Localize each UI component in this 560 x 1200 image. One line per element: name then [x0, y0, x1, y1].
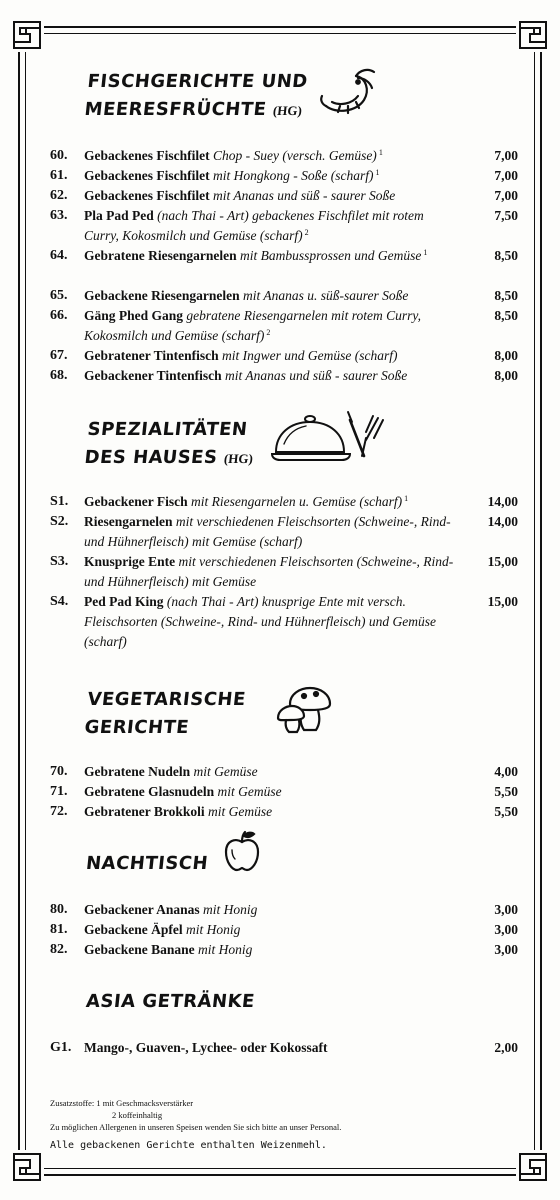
item-description: mit Gemüse [208, 804, 273, 819]
item-number: 71. [50, 784, 68, 799]
item-number: 65. [50, 288, 68, 303]
menu-item-s3 [50, 552, 518, 592]
item-description: mit Honig [186, 922, 241, 937]
menu-item-66 [50, 306, 518, 346]
item-number: S2. [50, 514, 69, 529]
item-number: 81. [50, 922, 68, 937]
item-name: Ped Pad King [84, 594, 164, 609]
item-description: mit Hongkong - Soße (scharf) [212, 168, 374, 183]
item-price: 8,50 [494, 288, 518, 303]
item-number: S1. [50, 494, 69, 509]
item-description: mit verschiedenen Fleischsorten (Schweine-, Rind- und Hühnerfleisch) mit Gemüse [84, 554, 454, 589]
footnotes [50, 1097, 341, 1133]
section-title-line: NACHTISCH [84, 853, 210, 874]
menu-item-s1 [50, 492, 518, 512]
section-tag: (HG) [272, 103, 303, 118]
item-price: 8,50 [494, 308, 518, 323]
section-title-asia-getraenke [85, 988, 257, 1016]
item-number: 67. [50, 348, 68, 363]
menu-item-67 [50, 346, 518, 366]
menu-item-60 [50, 146, 518, 166]
item-price: 7,50 [494, 208, 518, 223]
menu-item-s2 [50, 512, 518, 552]
item-price: 14,00 [487, 494, 518, 509]
section-title-fischgerichte [83, 68, 309, 125]
item-price: 15,00 [487, 554, 518, 569]
item-footnote-marker: 2 [304, 227, 309, 237]
item-name: Gebackenes Fischfilet [84, 188, 210, 203]
item-name: Gebackene Äpfel [84, 922, 183, 937]
item-name: Gebackener Fisch [84, 494, 188, 509]
corner-ornament-icon [516, 18, 550, 52]
item-number: 64. [50, 248, 68, 263]
item-price: 2,00 [494, 1040, 518, 1055]
item-footnote-marker: 1 [404, 493, 409, 503]
item-name: Gebackene Riesengarnelen [84, 288, 240, 303]
footnote-allergens: Zu möglichen Allergenen in unseren Speisen wenden Sie sich bitte an unser Personal. [50, 1122, 342, 1132]
item-price: 3,00 [494, 942, 518, 957]
item-price: 5,50 [494, 804, 518, 819]
menu-item-81 [50, 920, 518, 940]
menu-item-61 [50, 166, 518, 186]
item-description: mit Ananas und süß - saurer Soße [212, 188, 396, 203]
item-footnote-marker: 1 [375, 167, 380, 177]
item-description: mit Riesengarnelen u. Gemüse (scharf) [191, 494, 403, 509]
item-price: 8,50 [494, 248, 518, 263]
section-title-line: DES HAUSES [83, 447, 219, 468]
item-name: Mango-, Guaven-, Lychee- oder Kokossaft [84, 1040, 328, 1055]
menu-item-s4 [50, 592, 518, 652]
item-name: Gebackener Tintenfisch [84, 368, 222, 383]
item-price: 14,00 [487, 514, 518, 529]
item-name: Gebackener Ananas [84, 902, 200, 917]
item-name: Gebackenes Fischfilet [84, 148, 210, 163]
item-description: mit Gemüse [217, 784, 282, 799]
section-title-line: GERICHTE [83, 717, 191, 738]
item-footnote-marker: 1 [423, 247, 428, 257]
item-number: 60. [50, 148, 68, 163]
item-footnote-marker: 2 [266, 327, 271, 337]
apple-icon [222, 828, 262, 878]
item-price: 8,00 [494, 368, 518, 383]
item-footnote-marker: 1 [378, 147, 383, 157]
item-number: 68. [50, 368, 68, 383]
item-name: Gebratene Riesengarnelen [84, 248, 237, 263]
item-name: Gebratene Nudeln [84, 764, 191, 779]
item-name: Gebratener Brokkoli [84, 804, 205, 819]
item-price: 4,00 [494, 764, 518, 779]
item-number: S3. [50, 554, 69, 569]
menu-item-64 [50, 246, 518, 266]
section-title-line: MEERESFRÜCHTE [83, 99, 268, 120]
item-name: Gebackenes Fischfilet [84, 168, 210, 183]
item-price: 7,00 [494, 148, 518, 163]
menu-item-82 [50, 940, 518, 960]
section-title-line: SPEZIALITÄTEN [86, 419, 249, 440]
item-description: mit Honig [203, 902, 258, 917]
item-name: Pla Pad Ped [84, 208, 154, 223]
section-title-line: ASIA GETRÄNKE [84, 991, 256, 1012]
item-number: 62. [50, 188, 68, 203]
footnote-wheat-flour: Alle gebackenen Gerichte enthalten Weizenmehl. [50, 1140, 327, 1151]
corner-ornament-icon [10, 1150, 44, 1184]
item-description: (nach Thai - Art) gebackenes Fischfilet mit rotem Curry, Kokosmilch und Gemüse (scharf) [84, 208, 424, 243]
section-title-line: FISCHGERICHTE UND [86, 71, 309, 92]
cloche-cutlery-icon [270, 408, 390, 474]
footnote-caffeine: 2 koffeinhaltig [112, 1110, 163, 1120]
item-number: 80. [50, 902, 68, 917]
shrimp-icon [318, 66, 380, 122]
item-price: 7,00 [494, 188, 518, 203]
section-title-spezialitaeten [83, 416, 257, 473]
item-price: 3,00 [494, 902, 518, 917]
item-description: mit verschiedenen Fleischsorten (Schweine-, Rind- und Hühnerfleisch) mit Gemüse (scharf) [84, 514, 451, 549]
item-price: 15,00 [487, 594, 518, 609]
item-name: Gebackene Banane [84, 942, 195, 957]
menu-item-g1 [50, 1038, 518, 1058]
item-description: Chop - Suey (versch. Gemüse) [212, 148, 377, 163]
section-title-nachtisch [85, 850, 210, 878]
menu-item-71 [50, 782, 518, 802]
menu-item-72 [50, 802, 518, 822]
item-name: Gebratener Tintenfisch [84, 348, 219, 363]
item-price: 5,50 [494, 784, 518, 799]
menu-item-63 [50, 206, 518, 246]
item-number: 72. [50, 804, 68, 819]
section-title-line: VEGETARISCHE [86, 689, 247, 710]
item-number: 70. [50, 764, 68, 779]
item-name: Riesengarnelen [84, 514, 173, 529]
menu-item-62 [50, 186, 518, 206]
menu-item-68 [50, 366, 518, 386]
footnote-additives: Zusatzstoffe: 1 mit Geschmacksverstärker [50, 1098, 194, 1108]
item-number: 61. [50, 168, 68, 183]
item-number: 63. [50, 208, 68, 223]
item-number: 66. [50, 308, 68, 323]
item-description: gebratene Riesengarnelen mit rotem Curry, Kokosmilch und Gemüse (scharf) [84, 308, 421, 343]
item-name: Knusprige Ente [84, 554, 176, 569]
corner-ornament-icon [516, 1150, 550, 1184]
item-price: 7,00 [494, 168, 518, 183]
menu-item-80 [50, 900, 518, 920]
item-name: Gebratene Glasnudeln [84, 784, 215, 799]
item-number: 82. [50, 942, 68, 957]
menu-item-70 [50, 762, 518, 782]
mushroom-icon [276, 686, 336, 740]
item-name: Gäng Phed Gang [84, 308, 184, 323]
item-price: 8,00 [494, 348, 518, 363]
item-number: G1. [50, 1040, 72, 1055]
item-description: mit Bambussprossen und Gemüse [239, 248, 422, 263]
item-description: mit Ingwer und Gemüse (scharf) [222, 348, 398, 363]
item-description: mit Gemüse [193, 764, 258, 779]
item-description: mit Ananas und süß - saurer Soße [225, 368, 408, 383]
item-number: S4. [50, 594, 69, 609]
item-description: (nach Thai - Art) knusprige Ente mit versch. Fleischsorten (Schweine-, Rind- und Hühnerfleisch) und Gemüse (scharf) [84, 594, 437, 649]
item-description: mit Honig [198, 942, 253, 957]
section-title-vegetarische [83, 686, 247, 742]
section-tag: (HG) [223, 451, 254, 466]
corner-ornament-icon [10, 18, 44, 52]
item-description: mit Ananas u. süß-saurer Soße [242, 288, 409, 303]
item-price: 3,00 [494, 922, 518, 937]
menu-item-65 [50, 286, 518, 306]
